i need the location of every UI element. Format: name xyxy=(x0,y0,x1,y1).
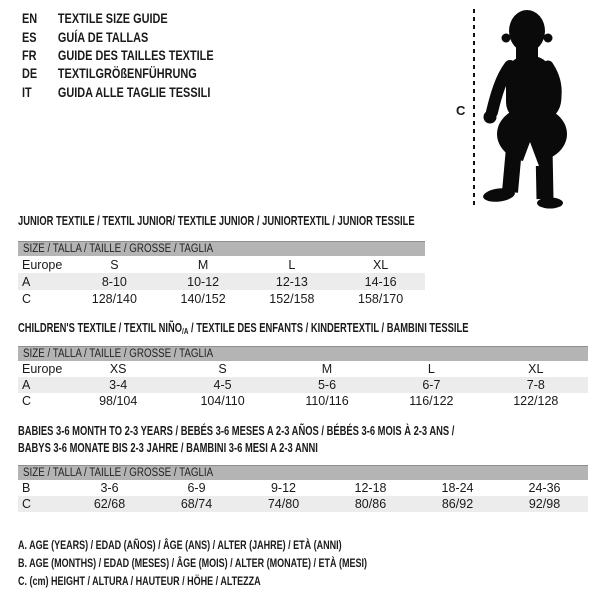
language-row-es xyxy=(22,27,214,45)
baby-silhouette-icon xyxy=(450,0,600,215)
language-code: IT xyxy=(22,83,32,100)
language-row-de xyxy=(22,64,214,82)
table-row xyxy=(18,273,425,290)
height-measure-label: C xyxy=(456,103,466,118)
table-row xyxy=(18,256,425,273)
size-cell: XL xyxy=(372,257,389,272)
table-row xyxy=(18,480,588,496)
language-code: EN xyxy=(22,10,38,27)
table-row xyxy=(18,290,425,307)
value-cell: 4-5 xyxy=(213,378,232,392)
language-row-fr xyxy=(22,46,214,64)
value-cell: 98/104 xyxy=(99,394,138,408)
size-cell: XL xyxy=(528,362,544,376)
title-subscript: /A xyxy=(182,326,189,336)
value-cell: 12-13 xyxy=(275,274,308,289)
row-label: A xyxy=(22,378,31,392)
value-cell: 6-9 xyxy=(187,481,206,495)
value-cell: 128/140 xyxy=(91,291,137,306)
value-cell: 104/110 xyxy=(200,394,245,408)
size-header-bar xyxy=(18,465,588,480)
language-code: DE xyxy=(22,65,38,82)
value-cell: 152/158 xyxy=(269,291,315,306)
row-label: A xyxy=(22,274,31,289)
value-cell: 122/128 xyxy=(513,394,559,408)
size-header-bar xyxy=(18,241,425,256)
language-label: GUIDA ALLE TAGLIE TESSILI xyxy=(57,83,211,100)
size-cell: L xyxy=(288,257,296,272)
value-cell: 110/116 xyxy=(305,394,349,408)
value-cell: 158/170 xyxy=(358,291,404,306)
babies-table-title: BABIES 3-6 MONTH TO 2-3 YEARS / BEBÉS 3-6 MESES A 2-3 AÑOS / BÉBÉS 3-6 MOIS À 2-3 ANS / BABYS 3-6 MONATE BIS 2-3 JAHRE / BAMBINI 3-6 MESI A 2-3 ANNI xyxy=(18,424,455,455)
table-row xyxy=(18,377,588,393)
size-cell: M xyxy=(321,362,333,376)
value-cell: 3-6 xyxy=(100,481,119,495)
value-cell: 7-8 xyxy=(526,378,545,392)
size-cell: M xyxy=(197,257,209,272)
language-row-en xyxy=(22,9,214,27)
babies-size-table xyxy=(18,465,588,512)
childrens-table-title: CHILDREN'S TEXTILE / TEXTIL NIÑO/A / TEXTILE DES ENFANTS / KINDERTEXTIL / BAMBINI TESSILE xyxy=(18,321,469,336)
table-row xyxy=(18,496,588,512)
size-header-label: SIZE / TALLA / TAILLE / GRÖSSE / TAGLIA xyxy=(23,348,214,360)
size-cell: L xyxy=(427,362,435,376)
legend-line-b: B. AGE (MONTHS) / EDAD (MESES) / ÂGE (MOIS) / ALTER (MONATE) / ETÀ (MESI) xyxy=(18,556,367,571)
childrens-size-table xyxy=(18,346,588,409)
size-header-label: SIZE / TALLA / TAILLE / GRÖSSE / TAGLIA xyxy=(23,243,214,255)
language-row-it xyxy=(22,83,214,101)
language-label: GUIDE DES TAILLES TEXTILE xyxy=(57,46,214,63)
legend-line-c: C. (cm) HEIGHT / ALTURA / HAUTEUR / HÖHE / ALTEZZA xyxy=(18,574,261,589)
row-label: C xyxy=(22,394,32,408)
language-list xyxy=(22,9,268,101)
language-label: GUÍA DE TALLAS xyxy=(57,28,149,45)
value-cell: 3-4 xyxy=(109,378,128,392)
value-cell: 12-18 xyxy=(354,481,387,495)
row-label: C xyxy=(22,291,32,306)
size-cell: S xyxy=(218,362,227,376)
value-cell: 80/86 xyxy=(354,497,387,511)
value-cell: 8-10 xyxy=(101,274,127,289)
value-cell: 140/152 xyxy=(180,291,226,306)
size-header-label: SIZE / TALLA / TAILLE / GRÖSSE / TAGLIA xyxy=(23,467,214,479)
junior-table-title: JUNIOR TEXTILE / TEXTIL JUNIOR/ TEXTILE JUNIOR / JUNIORTEXTIL / JUNIOR TESSILE xyxy=(18,214,415,228)
row-label: Europe xyxy=(22,362,63,376)
value-cell: 10-12 xyxy=(187,274,220,289)
size-header-bar xyxy=(18,346,588,361)
value-cell: 14-16 xyxy=(364,274,397,289)
legend xyxy=(18,536,483,591)
row-label: B xyxy=(22,481,31,495)
legend-line-a: A. AGE (YEARS) / EDAD (AÑOS) / ÂGE (ANS) / ALTER (JAHRE) / ETÀ (ANNI) xyxy=(18,538,342,553)
value-cell: 86/92 xyxy=(441,497,474,511)
value-cell: 68/74 xyxy=(180,497,213,511)
row-label: Europe xyxy=(22,257,63,272)
language-code: ES xyxy=(22,28,37,45)
language-label: TEXTILGRÖßENFÜHRUNG xyxy=(57,65,197,82)
value-cell: 18-24 xyxy=(441,481,474,495)
value-cell: 74/80 xyxy=(267,497,300,511)
size-cell: XS xyxy=(109,362,127,376)
value-cell: 5-6 xyxy=(317,378,337,392)
value-cell: 116/122 xyxy=(409,394,454,408)
language-code: FR xyxy=(22,46,37,63)
junior-size-table xyxy=(18,241,425,307)
language-label: TEXTILE SIZE GUIDE xyxy=(57,10,168,27)
value-cell: 62/68 xyxy=(93,497,126,511)
table-row xyxy=(18,361,588,377)
size-cell: S xyxy=(110,257,119,272)
value-cell: 24-36 xyxy=(528,481,561,495)
value-cell: 92/98 xyxy=(528,497,561,511)
value-cell: 6-7 xyxy=(422,378,441,392)
value-cell: 9-12 xyxy=(270,481,297,495)
table-row xyxy=(18,393,588,409)
row-label: C xyxy=(22,497,32,511)
